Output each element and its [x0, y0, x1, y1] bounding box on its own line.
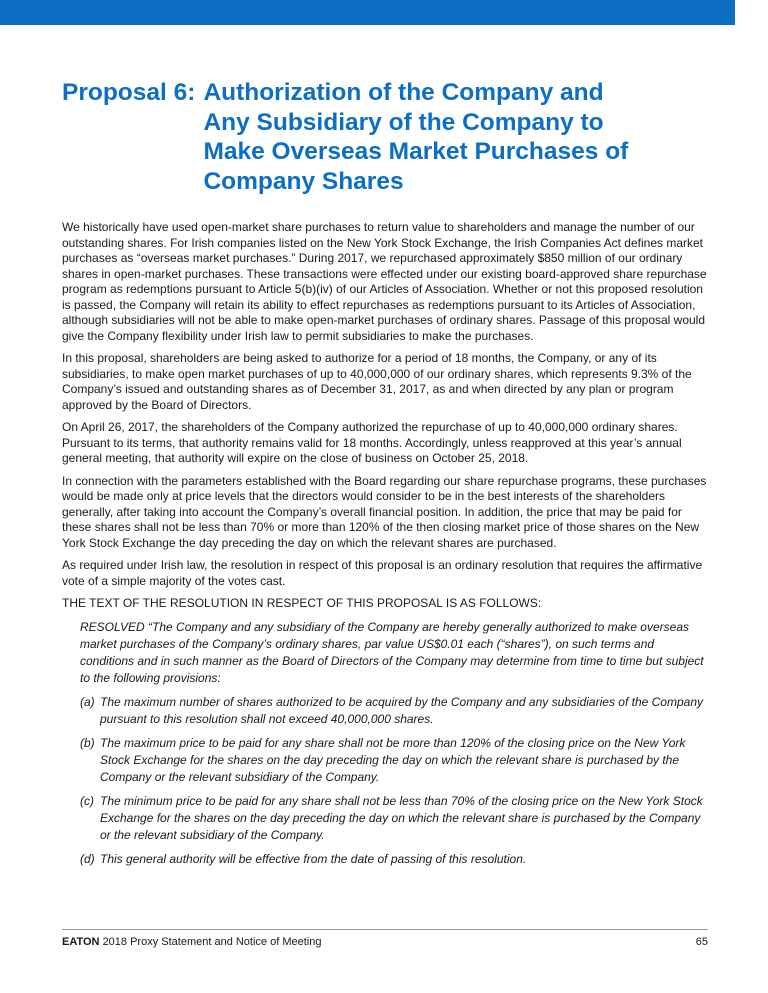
body-paragraph: On April 26, 2017, the shareholders of the Company authorized the repurchase of up to 40,000,000 ordinary shares. Pursuant to its terms, that authority remains valid for 18 months. Accordingly, unless reapproved at this year’s annual general meeting, that authority will expire on the close of business on October 25, 2018.	[62, 420, 682, 465]
body-paragraph: In connection with the parameters established with the Board regarding our share repurchase programs, these purchases would be made only at price levels that the directors would consider to be in the best interests of the shareholders generally, after taking into account the Company’s overall financial position. In addition, the price that may be paid for these shares shall not be less than 70% or more than 120% of the then closing market price of those shares on the New York Stock Exchange the day preceding the day on which the relevant shares are purchased.	[62, 473, 707, 550]
document-body	[62, 220, 710, 875]
page-footer	[62, 936, 708, 948]
provision-label: (a)	[80, 694, 95, 709]
body-paragraph: We historically have used open-market share purchases to return value to shareholders and manage the number of our outstanding shares. For Irish companies listed on the New York Stock Exchange, the Irish Companies Act defines market purchases as “overseas market purchases.” During 2017, we repurchased approximately $850 million of our ordinary shares in open-market purchases. These transactions were effected under our existing board-approved share repurchase program as redemptions pursuant to Article 5(b)(iv) of our Articles of Association. Whether or not this proposed resolution is passed, the Company will retain its ability to effect repurchases as redemptions pursuant to its Articles of Association, although subsidiaries will not be able to make open-market purchases of ordinary shares. Passage of this proposal would give the Company flexibility under Irish law to permit subsidiaries to make the purchases.	[62, 220, 707, 343]
provision-label: (d)	[80, 851, 95, 866]
proposal-title-line: Any Subsidiary of the Company to	[203, 108, 604, 136]
resolution-lead-in: THE TEXT OF THE RESOLUTION IN RESPECT OF THIS PROPOSAL IS AS FOLLOWS:	[62, 596, 542, 610]
proposal-heading	[62, 78, 722, 196]
provision-text: This general authority will be effective from the date of passing of this resolution.	[100, 851, 527, 866]
resolution-provision	[80, 694, 710, 728]
resolution-provision	[80, 793, 710, 844]
provision-text: The maximum price to be paid for any share shall not be more than 120% of the closing price on the New York Stock Exchange for the shares on the day preceding the day on which the relevant share is purchased by the Company or the relevant subsidiary of the Company.	[100, 735, 686, 784]
provision-text: The minimum price to be paid for any share shall not be less than 70% of the closing price on the New York Stock Exchange for the shares on the day preceding the day on which the relevant share is purchased by the Company or the relevant subsidiary of the Company.	[100, 793, 703, 842]
footer-title	[62, 936, 321, 948]
proposal-title-line: Authorization of the Company and	[203, 79, 604, 106]
footer-doc-title: 2018 Proxy Statement and Notice of Meeting	[102, 936, 322, 948]
page-number: 65	[695, 936, 708, 948]
proposal-number: Proposal 6:	[62, 79, 196, 106]
body-paragraph: As required under Irish law, the resolution in respect of this proposal is an ordinary resolution that requires the affirmative vote of a simple majority of the votes cast.	[62, 558, 703, 588]
resolution-text	[80, 619, 710, 868]
proposal-title-line: Make Overseas Market Purchases of	[203, 138, 629, 165]
footer-divider	[62, 929, 708, 930]
proposal-title	[203, 78, 628, 196]
provision-label: (b)	[80, 735, 95, 750]
resolution-provision	[80, 851, 710, 868]
body-paragraph: In this proposal, shareholders are being asked to authorize for a period of 18 months, the Company, or any of its subsidiaries, to make open market purchases of up to 40,000,000 of our ordinary shares, which represents 9.3% of the Company’s issued and outstanding shares as of December 31, 2017, as and when directed by any plan or program approved by the Board of Directors.	[62, 351, 692, 412]
provision-text: The maximum number of shares authorized to be acquired by the Company and any subsidiaries of the Company pursuant to this resolution shall not exceed 40,000,000 shares.	[100, 694, 703, 726]
provision-label: (c)	[80, 793, 94, 808]
header-accent-bar	[0, 0, 735, 25]
proposal-title-line: Company Shares	[203, 167, 404, 195]
resolution-intro: RESOLVED “The Company and any subsidiary of the Company are hereby generally authorized to make overseas market purchases of the Company’s ordinary shares, par value US$0.01 each (“shares”), on such terms and conditions and in such manner as the Board of Directors of the Company may determine from time to time but subject to the following provisions:	[80, 619, 704, 685]
resolution-provision	[80, 735, 710, 786]
footer-brand: EATON	[62, 936, 100, 948]
